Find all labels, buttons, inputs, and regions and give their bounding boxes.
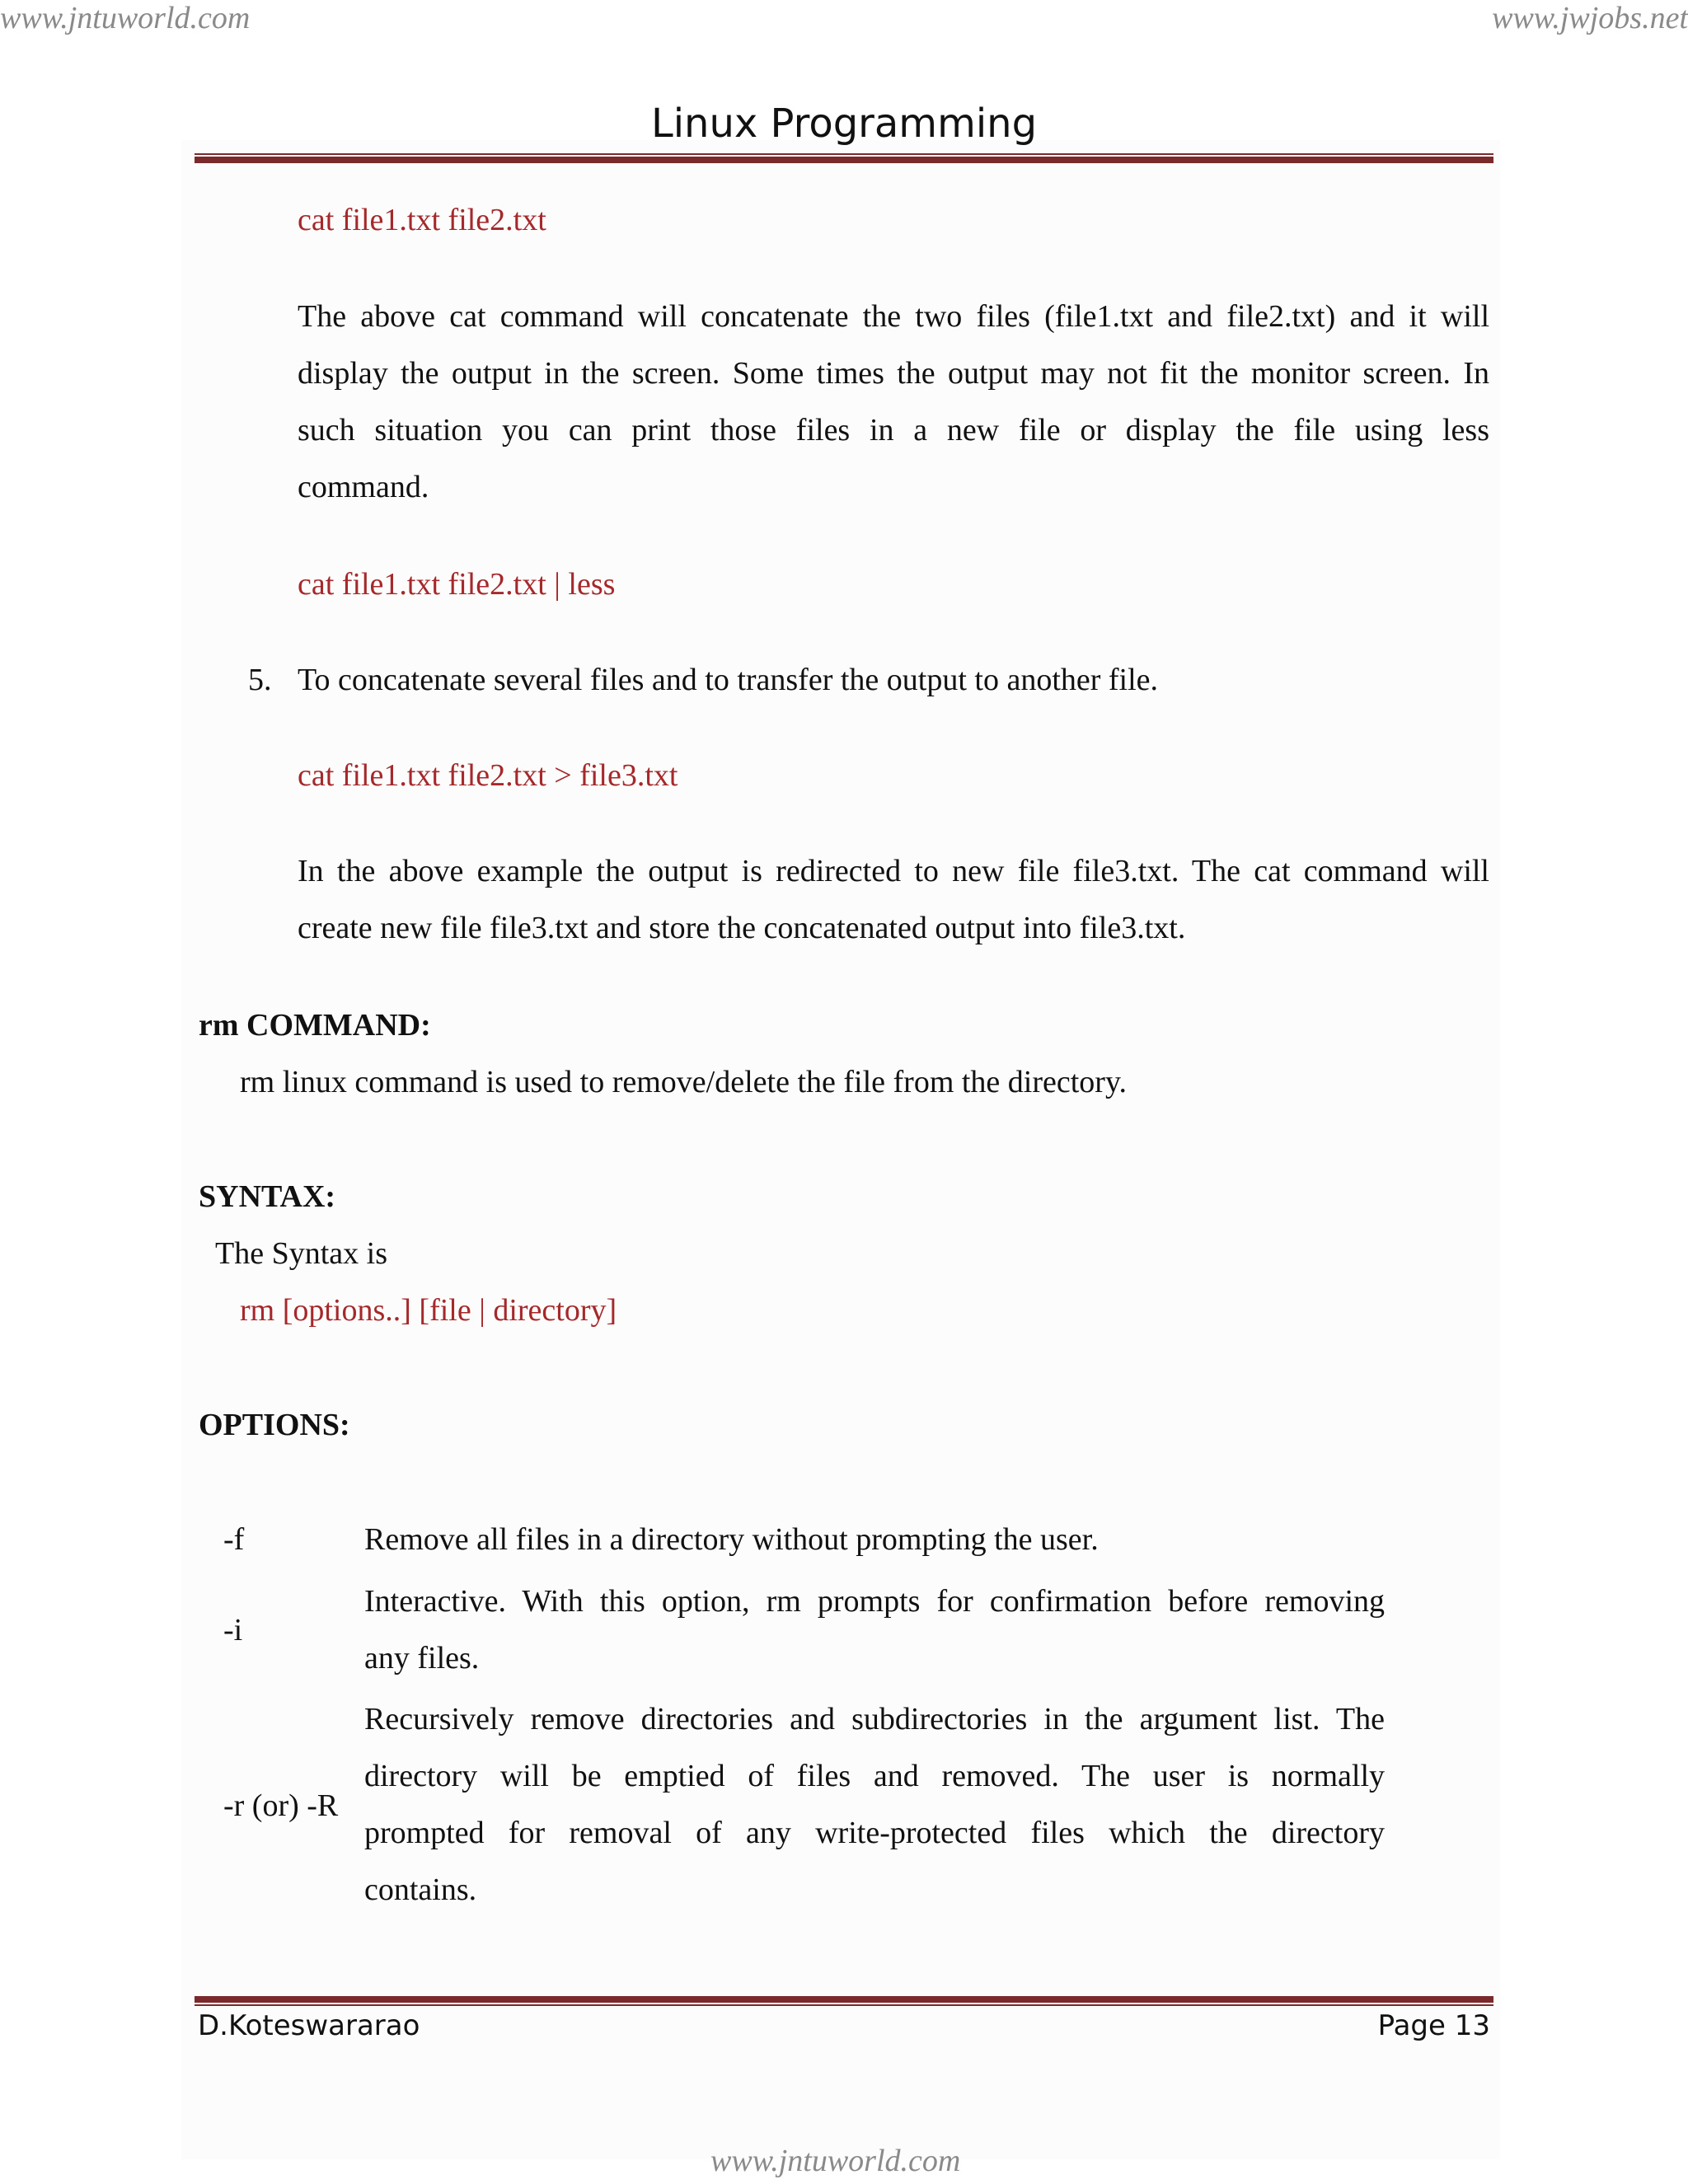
- paragraph-line: display the output in the screen. Some times the output may not fit the monitor screen. In: [298, 356, 1489, 391]
- option-description-line: Interactive. With this option, rm prompts for confirmation before removing: [364, 1584, 1385, 1619]
- page-header-title: Linux Programming: [650, 101, 1038, 147]
- option-flag: -r (or) -R: [223, 1788, 339, 1823]
- paragraph-line: command.: [298, 470, 429, 504]
- code-cat-redirect: cat file1.txt file2.txt > file3.txt: [298, 758, 678, 793]
- option-description-line: prompted for removal of any write-protected files which the directory: [364, 1816, 1385, 1850]
- option-description-line: directory will be emptied of files and removed. The user is normally: [364, 1759, 1385, 1793]
- header-rule-thick: [195, 157, 1493, 163]
- watermark-top-left[interactable]: www.jntuworld.com: [0, 1, 251, 35]
- watermark-top-right[interactable]: www.jwjobs.net: [1492, 1, 1688, 35]
- list-item-number: 5.: [248, 663, 272, 697]
- option-flag: -i: [223, 1613, 243, 1647]
- syntax-code: rm [options..] [file | directory]: [240, 1293, 617, 1328]
- footer-rule-thick: [195, 1996, 1493, 2003]
- footer-rule-thin: [195, 2004, 1493, 2006]
- syntax-heading: SYNTAX:: [199, 1179, 336, 1214]
- code-cat-two-files: cat file1.txt file2.txt: [298, 203, 546, 237]
- options-heading: OPTIONS:: [199, 1408, 350, 1442]
- rm-command-heading: rm COMMAND:: [199, 1008, 431, 1043]
- option-description: [364, 1573, 1385, 1687]
- header-rule-thin: [195, 153, 1493, 155]
- footer-author: D.Koteswararao: [198, 2009, 420, 2042]
- watermark-bottom[interactable]: www.jntuworld.com: [710, 2144, 961, 2178]
- option-description: [364, 1511, 1385, 1568]
- option-description-line: Recursively remove directories and subdirectories in the argument list. The: [364, 1702, 1385, 1736]
- paragraph-cat-explanation: [298, 288, 1489, 516]
- option-description-line: any files.: [364, 1641, 480, 1675]
- list-item-text: To concatenate several files and to transfer the output to another file.: [298, 663, 1159, 697]
- option-description-line: Remove all files in a directory without prompting the user.: [364, 1522, 1099, 1557]
- rm-command-description: rm linux command is used to remove/delete the file from the directory.: [240, 1065, 1127, 1099]
- paragraph-line: In the above example the output is redirected to new file file3.txt. The cat command will: [298, 854, 1489, 888]
- option-description: [364, 1691, 1385, 1919]
- code-cat-less: cat file1.txt file2.txt | less: [298, 567, 616, 602]
- paragraph-line: such situation you can print those files in a new file or display the file using less: [298, 413, 1489, 448]
- syntax-intro: The Syntax is: [215, 1236, 387, 1271]
- option-description-line: contains.: [364, 1872, 477, 1907]
- paragraph-line: create new file file3.txt and store the concatenated output into file3.txt.: [298, 911, 1186, 945]
- paragraph-line: The above cat command will concatenate the two files (file1.txt and file2.txt) and it will: [298, 299, 1489, 334]
- paragraph-redirect-explanation: [298, 843, 1489, 957]
- option-flag: -f: [223, 1522, 245, 1557]
- footer-page-number: Page 13: [1377, 2009, 1490, 2042]
